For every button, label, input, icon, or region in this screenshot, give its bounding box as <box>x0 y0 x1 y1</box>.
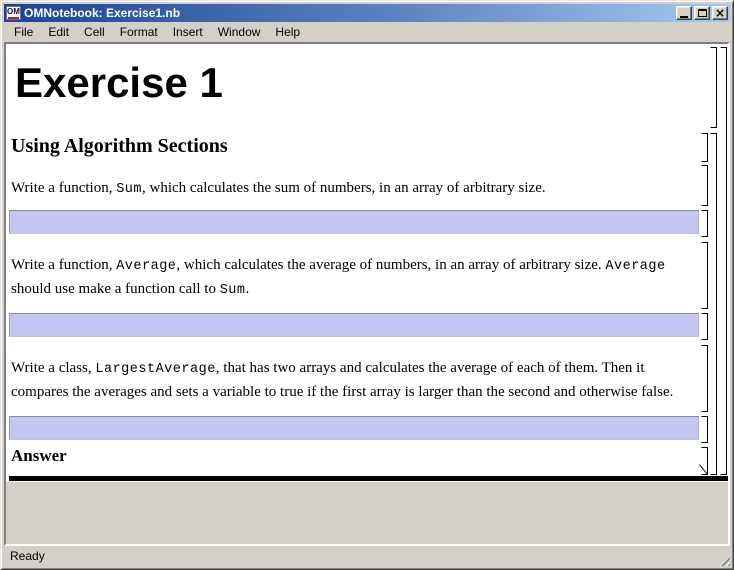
input-cell-3[interactable] <box>9 416 699 440</box>
resize-grip-icon[interactable] <box>717 553 730 566</box>
menu-insert[interactable]: Insert <box>172 25 203 39</box>
app-icon-text: OM <box>7 6 20 16</box>
title-cell[interactable]: Exercise 1 <box>15 59 223 106</box>
input2-cell-bracket[interactable] <box>702 314 708 340</box>
app-icon[interactable] <box>6 6 21 20</box>
text2-cell-bracket[interactable] <box>702 243 708 309</box>
status-bar <box>4 546 730 566</box>
app-icon-red-strip <box>8 17 19 19</box>
text-cell-largestaverage[interactable]: Write a class, LargestAverage, that has two arrays and calculates the average of each of them. Then it compares the averages and sets a variable to true if the first array is larger than the second and otherwise false. <box>11 360 674 400</box>
answer-bracket-tail <box>700 465 708 475</box>
window-controls <box>676 6 728 20</box>
menu-edit[interactable]: Edit <box>48 25 70 39</box>
close-button[interactable] <box>712 6 728 20</box>
document-bracket[interactable] <box>721 48 727 475</box>
menu-help[interactable]: Help <box>275 25 301 39</box>
input3-cell-bracket[interactable] <box>702 417 708 443</box>
maximize-button[interactable] <box>694 6 710 20</box>
text1-cell-bracket[interactable] <box>702 166 708 206</box>
title-cell-bracket[interactable] <box>711 48 717 128</box>
notebook-document[interactable] <box>6 44 728 482</box>
minimize-icon <box>680 16 688 18</box>
text3-cell-bracket[interactable] <box>702 346 708 412</box>
menu-cell[interactable]: Cell <box>84 25 105 39</box>
text-cell-average[interactable]: Write a function, Average, which calculates the average of numbers, in an array of arbitrary size. Average should use make a function call to Sum. <box>11 257 666 298</box>
input-cell-1[interactable] <box>9 210 699 234</box>
answer-heading-cell[interactable]: Answer <box>11 446 67 465</box>
minimize-button[interactable] <box>676 6 692 20</box>
window-title: OMNotebook: Exercise1.nb <box>24 6 181 20</box>
title-bar[interactable] <box>4 4 730 22</box>
text-cell-sum[interactable]: Write a function, Sum, which calculates the sum of numbers, in an array of arbitrary size. <box>11 180 546 197</box>
menu-window[interactable]: Window <box>217 25 261 39</box>
input-cell-2[interactable] <box>9 313 699 337</box>
menu-file[interactable]: File <box>14 25 34 39</box>
cell-bracket-column <box>695 44 730 482</box>
section-heading-cell[interactable]: Using Algorithm Sections <box>11 135 228 157</box>
maximize-icon <box>698 9 707 17</box>
cell-insertion-bar[interactable] <box>9 476 728 481</box>
menu-bar <box>4 22 730 42</box>
status-text: Ready <box>10 549 45 563</box>
notebook-viewport <box>4 42 730 546</box>
section-group-bracket[interactable] <box>711 134 717 475</box>
close-icon: × <box>714 5 726 20</box>
menu-format[interactable]: Format <box>119 25 158 39</box>
heading-cell-bracket[interactable] <box>702 134 708 162</box>
input1-cell-bracket[interactable] <box>702 211 708 237</box>
